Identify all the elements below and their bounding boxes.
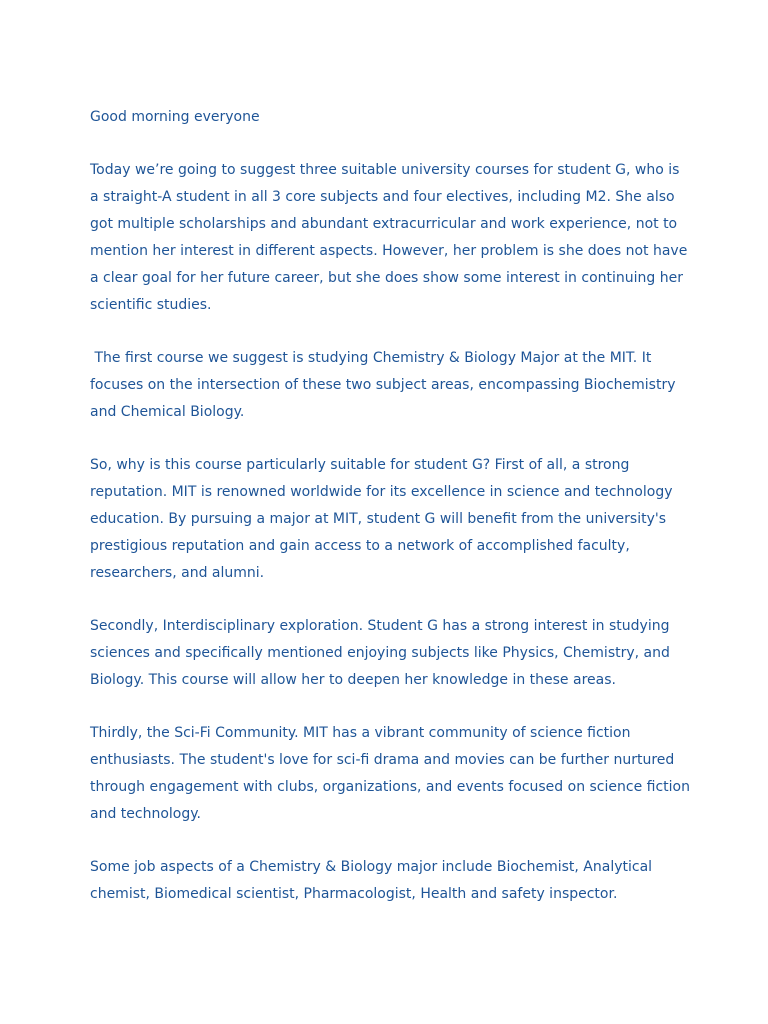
intro-paragraph: Today we’re going to suggest three suitable university courses for student G, who is a straight-A student in all 3 core subjects and four electives, including M2. She also got multiple scholarships and abundant extracurricular and work experience, not to mention her interest in different aspects. However, her problem is she does not have a clear goal for her future career, but she does show some interest in continuing her scientific studies. xyxy=(90,162,692,313)
interdisciplinary-paragraph: Secondly, Interdisciplinary exploration. Student G has a strong interest in studying sciences and specifically mentioned enjoying subjects like Physics, Chemistry, and Biology. This course will allow her to deepen her knowledge in these areas. xyxy=(90,618,675,688)
reputation-paragraph: So, why is this course particularly suitable for student G? First of all, a strong reputation. MIT is renowned worldwide for its excellence in science and technology education. By pursuing a major at MIT, student G will benefit from the university's prestigious reputation and gain access to a network of accomplished faculty, researchers, and alumni. xyxy=(90,457,677,581)
scifi-community-paragraph: Thirdly, the Sci-Fi Community. MIT has a vibrant community of science fiction enthusiasts. The student's love for sci-fi drama and movies can be further nurtured through engagement with clubs, organizations, and events focused on science fiction and technology. xyxy=(90,725,695,822)
first-course-paragraph: The first course we suggest is studying Chemistry & Biology Major at the MIT. It focuses on the intersection of these two subject areas, encompassing Biochemistry and Chemical Biology. xyxy=(90,350,680,420)
document-body xyxy=(90,104,695,934)
greeting-line: Good morning everyone xyxy=(90,109,260,125)
job-aspects-paragraph: Some job aspects of a Chemistry & Biology major include Biochemist, Analytical chemist, Biomedical scientist, Pharmacologist, Health and safety inspector. xyxy=(90,859,657,902)
